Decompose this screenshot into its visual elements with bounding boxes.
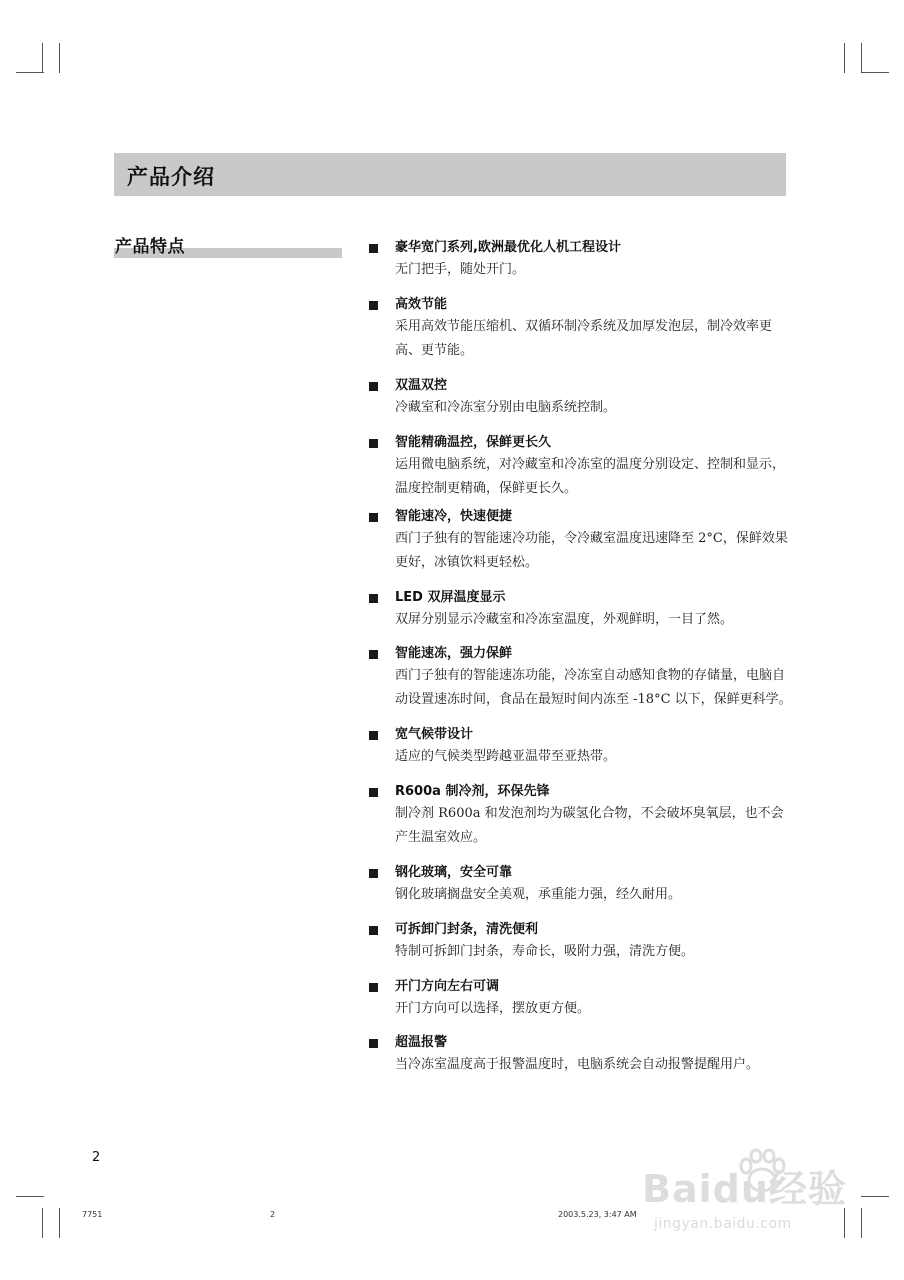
feature-item	[367, 920, 792, 964]
crop-mark	[861, 43, 862, 73]
feature-title: 双温双控	[395, 378, 448, 393]
footer-page: 2	[270, 1210, 276, 1219]
feature-title: R600a 制冷剂，环保先锋	[395, 784, 550, 799]
bullet-square-icon	[369, 382, 378, 391]
feature-title: 高效节能	[395, 297, 448, 312]
feature-title: LED 双屏温度显示	[395, 590, 506, 605]
watermark-logo: Baidu经验	[642, 1167, 847, 1211]
feature-item	[367, 376, 792, 420]
feature-desc: 西门子独有的智能速冷功能，令冷藏室温度迅速降至 2°C，保鲜效果更好，冰镇饮料更轻松。	[395, 531, 788, 570]
feature-item	[367, 433, 792, 501]
bullet-square-icon	[369, 788, 378, 797]
bullet-square-icon	[369, 244, 378, 253]
crop-mark	[16, 1196, 44, 1197]
bullet-square-icon	[369, 513, 378, 522]
feature-item	[367, 863, 792, 907]
feature-desc: 特制可拆卸门封条，寿命长，吸附力强，清洗方便。	[395, 944, 695, 959]
feature-desc: 双屏分别显示冷藏室和冷冻室温度，外观鲜明，一目了然。	[395, 612, 734, 627]
crop-mark	[42, 43, 43, 73]
feature-item	[367, 644, 792, 712]
bullet-square-icon	[369, 731, 378, 740]
bullet-square-icon	[369, 594, 378, 603]
feature-desc: 无门把手，随处开门。	[395, 262, 526, 277]
bullet-square-icon	[369, 1039, 378, 1048]
feature-desc: 运用微电脑系统，对冷藏室和冷冻室的温度分别设定、控制和显示，温度控制更精确，保鲜更长久。	[395, 457, 786, 496]
feature-item	[367, 977, 792, 1021]
feature-title: 宽气候带设计	[395, 727, 474, 742]
crop-mark	[59, 1208, 60, 1238]
feature-desc: 制冷剂 R600a 和发泡剂均为碳氢化合物，不会破坏臭氧层，也不会产生温室效应。	[395, 806, 784, 845]
section-header	[114, 153, 786, 196]
watermark	[642, 1148, 852, 1240]
footer-doc-code: 7751	[82, 1210, 103, 1219]
footer-timestamp: 2003.5.23, 3:47 AM	[558, 1210, 637, 1219]
bullet-square-icon	[369, 301, 378, 310]
feature-item	[367, 295, 792, 363]
crop-mark	[861, 72, 889, 73]
subsection-header	[114, 232, 342, 258]
bullet-square-icon	[369, 983, 378, 992]
feature-desc: 冷藏室和冷冻室分别由电脑系统控制。	[395, 400, 617, 415]
feature-title: 可拆卸门封条，清洗便利	[395, 922, 539, 937]
feature-desc: 钢化玻璃搁盘安全美观，承重能力强，经久耐用。	[395, 887, 682, 902]
crop-mark	[16, 72, 44, 73]
feature-item	[367, 238, 792, 282]
bullet-square-icon	[369, 869, 378, 878]
crop-mark	[844, 43, 845, 73]
crop-mark	[59, 43, 60, 73]
feature-list	[367, 238, 792, 1077]
feature-title: 智能速冷，快速便捷	[395, 509, 513, 524]
feature-item	[367, 725, 792, 769]
feature-desc: 采用高效节能压缩机、双循环制冷系统及加厚发泡层，制冷效率更高、更节能。	[395, 319, 773, 358]
feature-desc: 开门方向可以选择，摆放更方便。	[395, 1001, 591, 1016]
feature-item	[367, 1033, 792, 1077]
feature-title: 钢化玻璃，安全可靠	[395, 865, 513, 880]
feature-title: 豪华宽门系列,欧洲最优化人机工程设计	[395, 240, 621, 255]
feature-title: 开门方向左右可调	[395, 979, 500, 994]
feature-item	[367, 507, 792, 575]
feature-desc: 适应的气候类型跨越亚温带至亚热带。	[395, 749, 617, 764]
feature-item	[367, 588, 792, 632]
bullet-square-icon	[369, 439, 378, 448]
feature-desc: 西门子独有的智能速冻功能，冷冻室自动感知食物的存储量，电脑自动设置速冻时间，食品在最短时间内冻至 -18°C 以下，保鲜更科学。	[395, 668, 792, 707]
subsection-title: 产品特点	[115, 237, 185, 257]
feature-item	[367, 782, 792, 850]
feature-title: 智能速冻，强力保鲜	[395, 646, 513, 661]
bullet-square-icon	[369, 650, 378, 659]
crop-mark	[861, 1208, 862, 1238]
section-title: 产品介绍	[127, 165, 215, 189]
crop-mark	[42, 1208, 43, 1238]
crop-mark	[861, 1196, 889, 1197]
watermark-url: jingyan.baidu.com	[654, 1216, 792, 1232]
bullet-square-icon	[369, 926, 378, 935]
feature-desc: 当冷冻室温度高于报警温度时，电脑系统会自动报警提醒用户。	[395, 1057, 760, 1072]
feature-title: 超温报警	[395, 1035, 448, 1050]
page-number: 2	[92, 1150, 101, 1165]
feature-title: 智能精确温控，保鲜更长久	[395, 435, 552, 450]
